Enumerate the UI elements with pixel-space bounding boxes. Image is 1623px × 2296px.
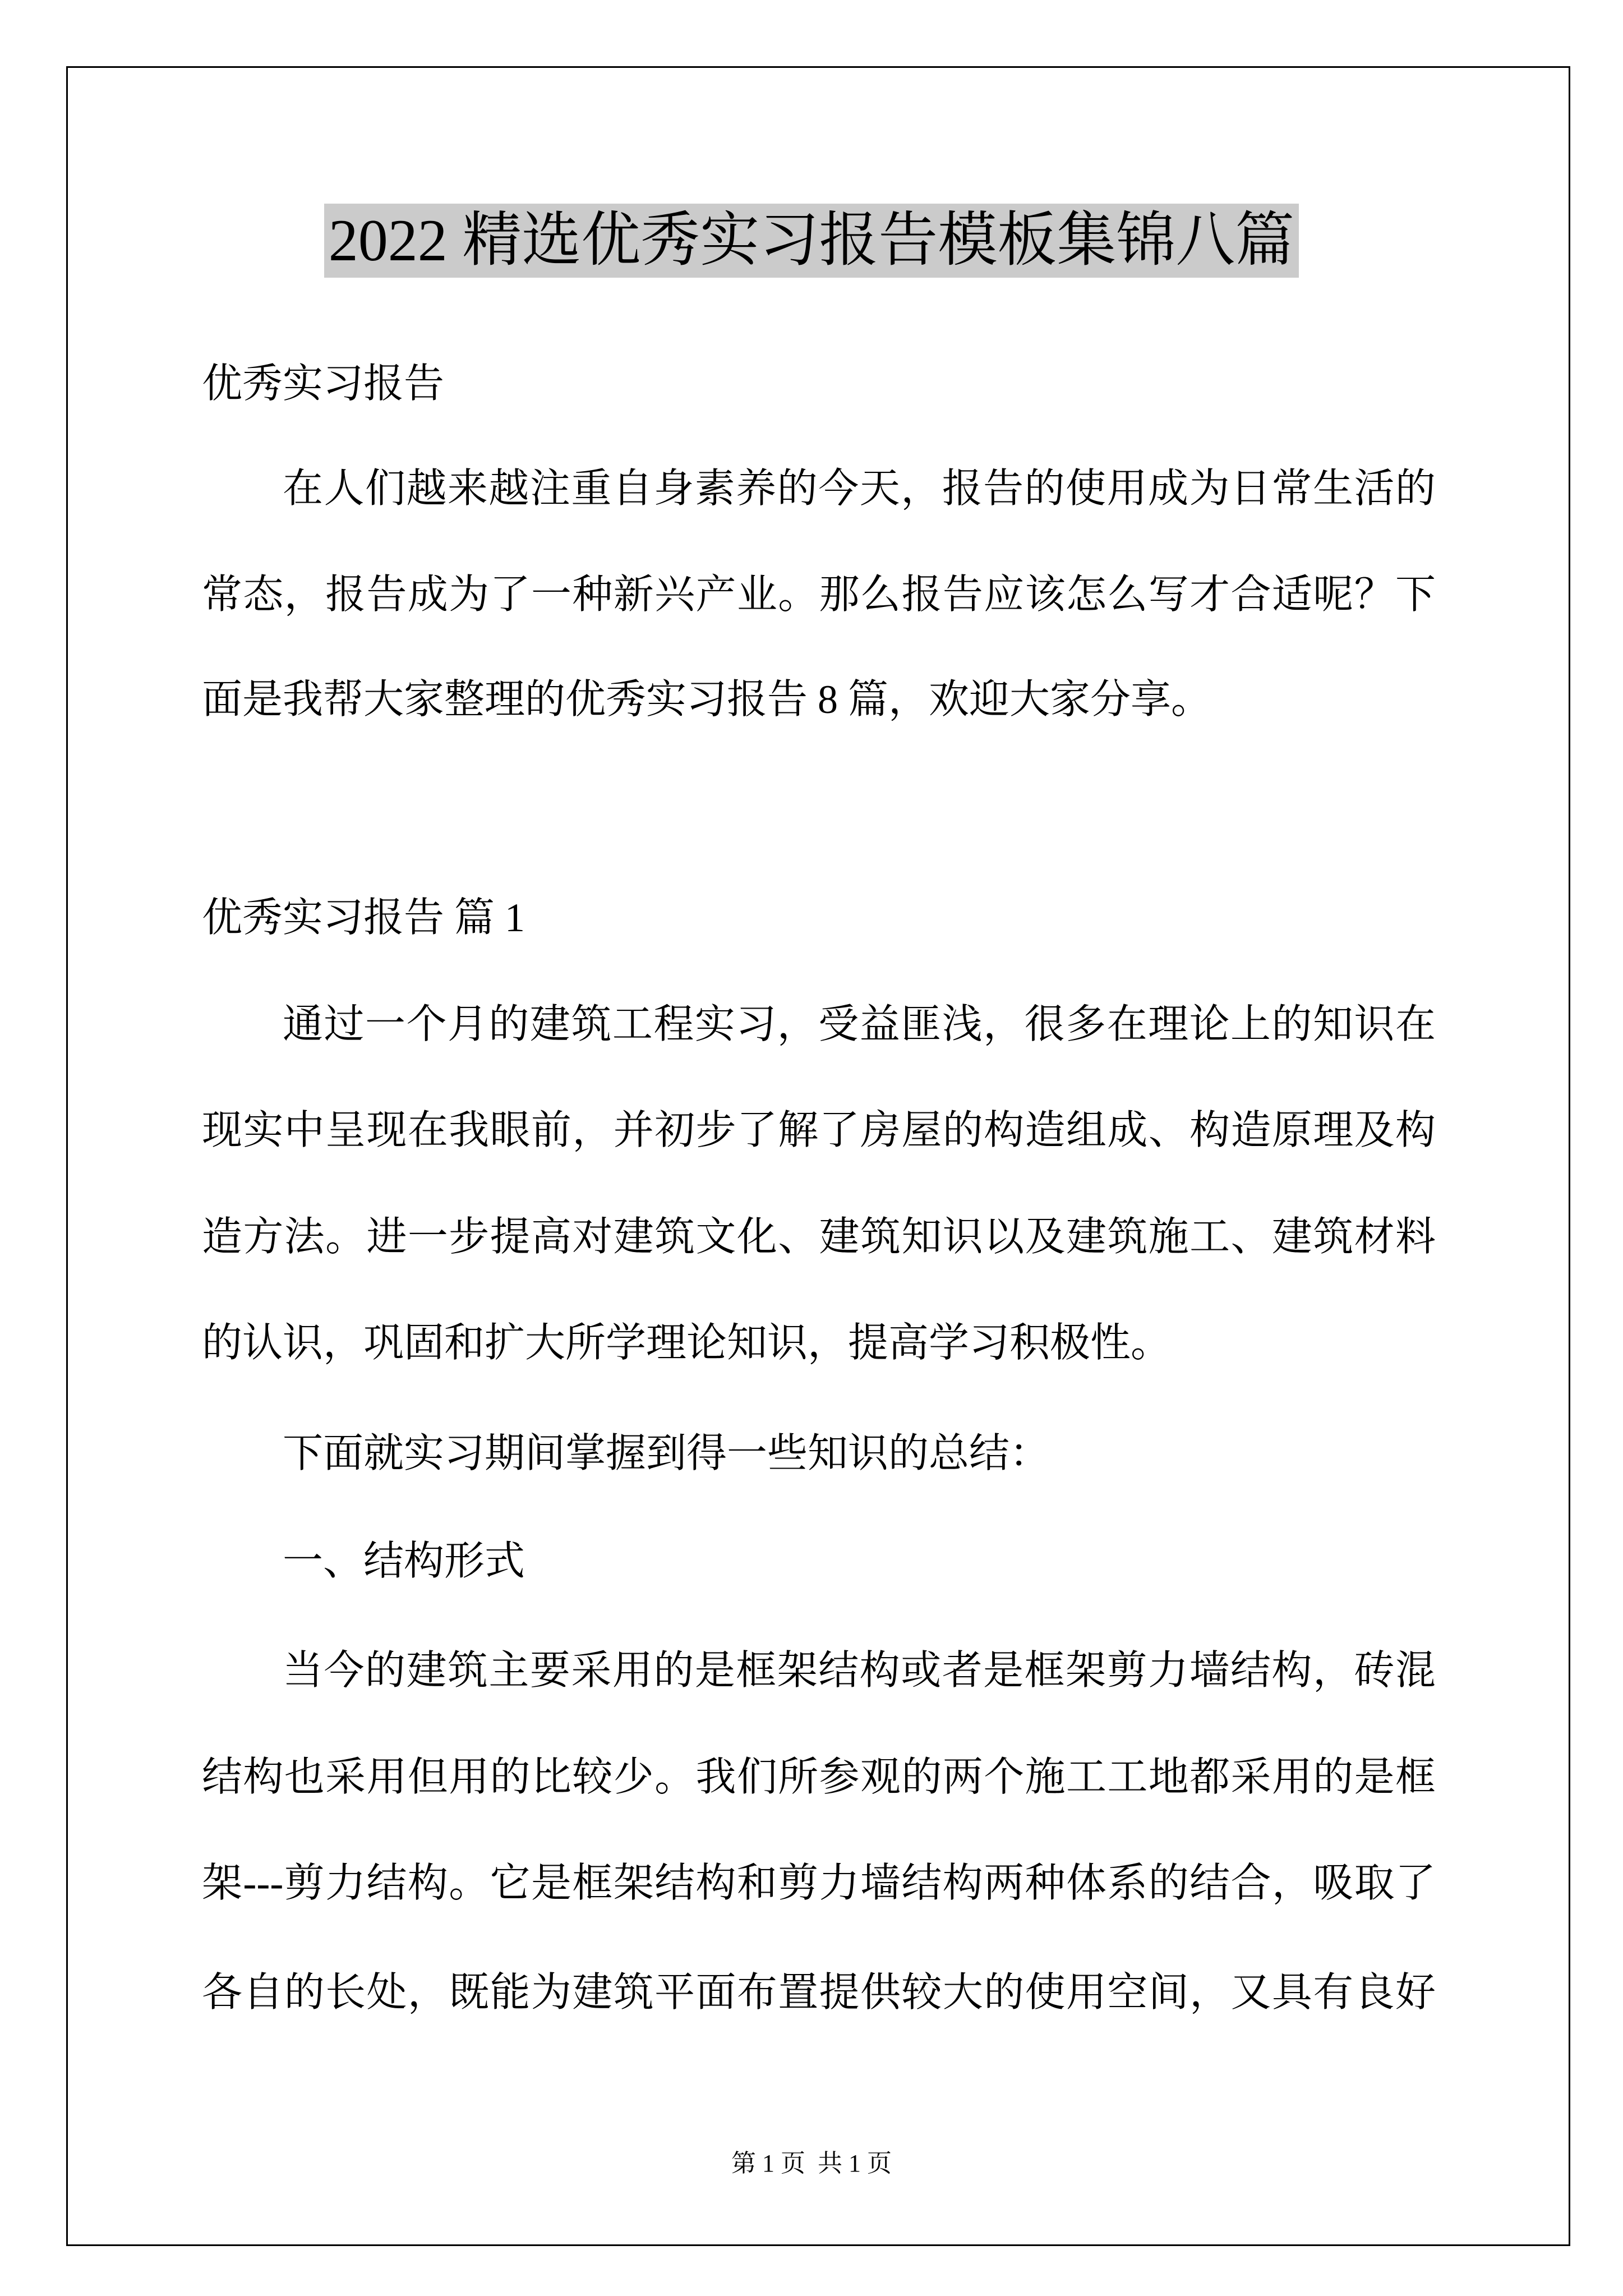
section-heading: 优秀实习报告 篇 1 (202, 895, 525, 940)
page-number-footer: 第 1 页 共 1 页 (731, 2150, 892, 2177)
paragraph-line: 常态，报告成为了一种新兴产业。那么报告应该怎么写才合适呢？下 (202, 572, 1436, 617)
paragraph-line: 造方法。进一步提高对建筑文化、建筑知识以及建筑施工、建筑材料 (202, 1214, 1436, 1259)
paragraph-line: 的认识，巩固和扩大所学理论知识，提高学习积极性。 (202, 1320, 1172, 1365)
section-subheading: 一、结构形式 (283, 1539, 525, 1584)
paragraph-line: 现实中呈现在我眼前，并初步了解了房屋的构造组成、构造原理及构 (202, 1108, 1436, 1153)
paragraph-line: 当今的建筑主要采用的是框架结构或者是框架剪力墙结构，砖混 (283, 1648, 1436, 1693)
paragraph-line: 架---剪力结构。它是框架结构和剪力墙结构两种体系的结合，吸取了 (202, 1861, 1436, 1906)
paragraph-line: 结构也采用但用的比较少。我们所参观的两个施工工地都采用的是框 (202, 1755, 1436, 1800)
paragraph-line: 在人们越来越注重自身素养的今天，报告的使用成为日常生活的 (283, 466, 1436, 511)
paragraph-line: 各自的长处，既能为建筑平面布置提供较大的使用空间，又具有良好 (202, 1970, 1436, 2015)
document-title: 2022 精选优秀实习报告模板集锦八篇 (324, 204, 1299, 278)
intro-heading: 优秀实习报告 (202, 361, 445, 406)
document-title-container (0, 204, 1623, 278)
section-paragraph: 下面就实习期间掌握到得一些知识的总结： (283, 1431, 1050, 1476)
paragraph-line: 通过一个月的建筑工程实习，受益匪浅，很多在理论上的知识在 (283, 1002, 1436, 1047)
paragraph-line: 面是我帮大家整理的优秀实习报告 8 篇，欢迎大家分享。 (202, 677, 1212, 722)
